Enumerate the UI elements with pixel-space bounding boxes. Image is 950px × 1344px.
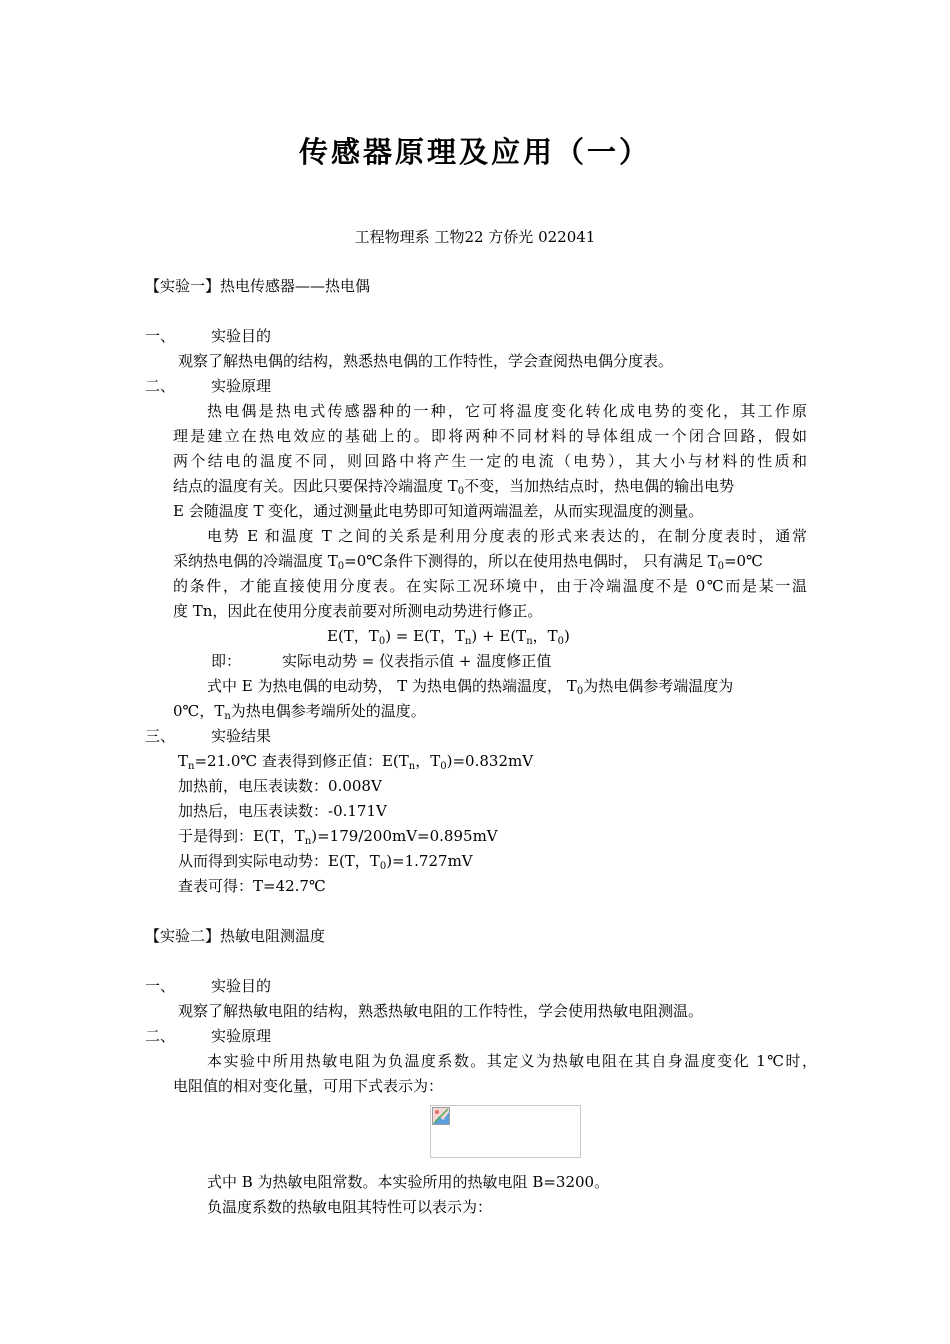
section-title: 实验目的 xyxy=(211,977,272,995)
result-line: $T_n=21.0℃$ 查表得到修正值：$E(T_n$，$T_0)=0.832mV$ xyxy=(178,752,534,772)
paragraph-line: 电阻值的相对变化量，可用下式表示为： xyxy=(173,1077,444,1095)
paragraph-line: 度 Tn，因此在使用分度表前要对所测电动势进行修正。 xyxy=(173,602,543,620)
section-number: 一、 xyxy=(145,977,176,995)
result-line: 加热后，电压表读数：-0.171V xyxy=(178,802,387,820)
exp1-section3-heading xyxy=(145,726,271,746)
section-number: 一、 xyxy=(145,327,176,345)
equation-thermocouple: E(T，$T_0) = E(T$，$T_n) + E(T_n$，$T_0$) xyxy=(327,627,570,647)
paragraph-line: 式中 E 为热电偶的电动势， T 为热电偶的热端温度， $T_0$为热电偶参考端温度为 xyxy=(207,677,734,697)
author-line: 工程物理系 工物22 方侨光 022041 xyxy=(354,228,596,246)
paragraph-line: E 会随温度 T 变化，通过测量此电势即可知道两端温差，从而实现温度的测量。 xyxy=(173,502,704,520)
paragraph-line: 采纳热电偶的冷端温度 $T_0=0℃$条件下测得的，所以在使用热电偶时， 只有满足 $T_0=0℃$ xyxy=(173,552,763,572)
exp2-purpose-text: 观察了解热敏电阻的结构，熟悉热敏电阻的工作特性，学会使用热敏电阻测温。 xyxy=(178,1002,704,1020)
section-number: 二、 xyxy=(145,377,176,395)
document-title: 传感器原理及应用（一） xyxy=(298,135,651,169)
exp2-section1-heading xyxy=(145,976,271,996)
paragraph-line: 热电偶是热电式传感器种的一种，它可将温度变化转化成电势的变化，其工作原 xyxy=(207,402,807,420)
exp1-section1-heading xyxy=(145,326,271,346)
exp1-purpose-text: 观察了解热电偶的结构，熟悉热电偶的工作特性，学会查阅热电偶分度表。 xyxy=(178,352,674,370)
section-title: 实验原理 xyxy=(211,1027,272,1045)
section-number: 二、 xyxy=(145,1027,176,1045)
exp1-section2-heading xyxy=(145,376,271,396)
paragraph-line: 的条件，才能直接使用分度表。在实际工况环境中，由于冷端温度不是 0℃而是某一温 xyxy=(173,577,807,595)
paragraph-line: 结点的温度有关。因此只要保持冷端温度 $T_0$不变，当加热结点时，热电偶的输出电势 xyxy=(173,477,735,497)
equation-text: 即： 实际电动势 = 仪表指示值 + 温度修正值 xyxy=(211,652,552,670)
section-number: 三、 xyxy=(145,727,176,745)
broken-image-icon xyxy=(432,1107,450,1125)
paragraph-line: 0℃，$T_n$为热电偶参考端所处的温度。 xyxy=(173,702,426,722)
paragraph-line: 两个结电的温度不同，则回路中将产生一定的电流（电势），其大小与材料的性质和 xyxy=(173,452,807,470)
exp2-section2-heading xyxy=(145,1026,271,1046)
result-line: 加热前，电压表读数：0.008V xyxy=(178,777,382,795)
exp1-heading: 【实验一】热电传感器——热电偶 xyxy=(145,277,371,295)
section-title: 实验目的 xyxy=(211,327,272,345)
section-title: 实验原理 xyxy=(211,377,272,395)
paragraph-line: 本实验中所用热敏电阻为负温度系数。其定义为热敏电阻在其自身温度变化 1℃时， xyxy=(207,1052,817,1070)
paragraph-line: 式中 B 为热敏电阻常数。本实验所用的热敏电阻 B=3200。 xyxy=(207,1173,610,1191)
exp2-heading: 【实验二】热敏电阻测温度 xyxy=(145,927,326,945)
result-line: 从而得到实际电动势：E(T，$T_0)=1.727mV$ xyxy=(178,852,473,872)
result-line: 于是得到：E(T，$T_n)=179/200mV=0.895mV$ xyxy=(178,827,498,847)
formula-image-placeholder xyxy=(430,1105,581,1158)
result-line: 查表可得：T=42.7℃ xyxy=(178,877,326,895)
section-title: 实验结果 xyxy=(211,727,272,745)
paragraph-line: 电势 E 和温度 T 之间的关系是利用分度表的形式来表达的，在制分度表时，通常 xyxy=(207,527,807,545)
paragraph-line: 负温度系数的热敏电阻其特性可以表示为： xyxy=(207,1198,493,1216)
paragraph-line: 理是建立在热电效应的基础上的。即将两种不同材料的导体组成一个闭合回路，假如 xyxy=(173,427,807,445)
